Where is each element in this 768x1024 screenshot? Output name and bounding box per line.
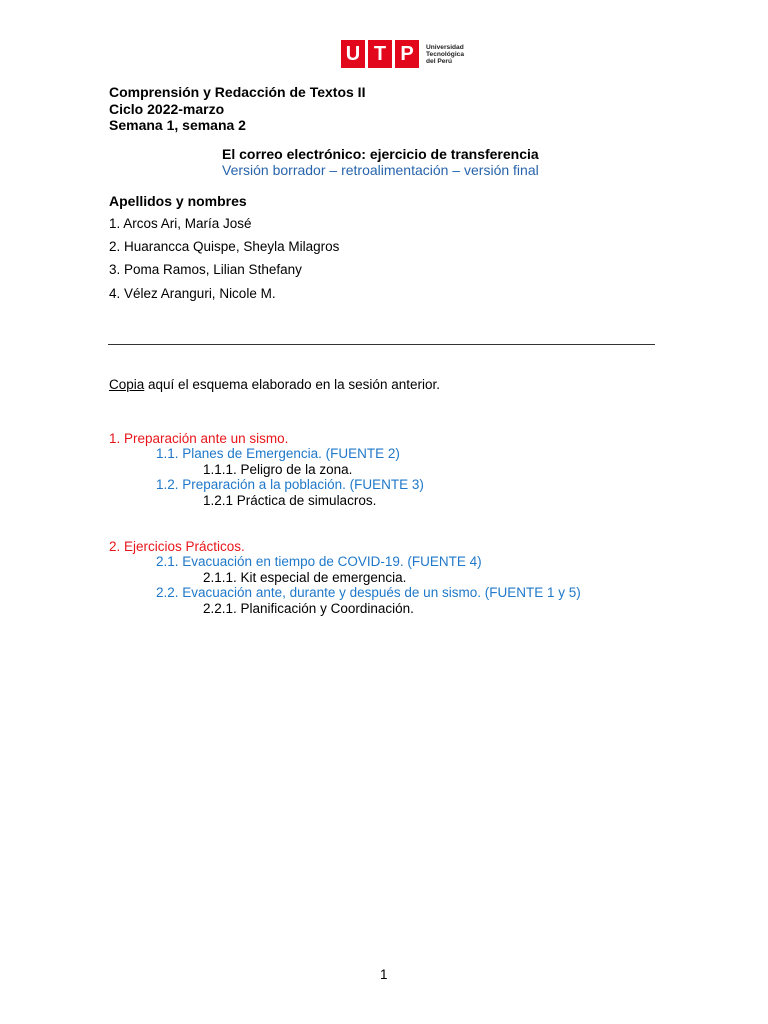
outline-section-2-2: 2.2. Evacuación ante, durante y después de un sismo. (FUENTE 1 y 5): [156, 585, 581, 600]
logo-text-line-3: del Perú: [426, 57, 453, 65]
instruction-link-word[interactable]: Copia: [109, 377, 145, 392]
logo-text: [426, 44, 470, 65]
horizontal-divider: [108, 344, 655, 345]
utp-logo: [341, 40, 470, 68]
outline-section-2-2-1: 2.2.1. Planificación y Coordinación.: [203, 601, 414, 616]
student-2: 2. Huarancca Quispe, Sheyla Milagros: [109, 239, 340, 254]
course-title: Comprensión y Redacción de Textos II: [109, 84, 366, 100]
course-week: Semana 1, semana 2: [109, 117, 246, 133]
logo-letter-u: U: [341, 40, 365, 68]
instruction: [109, 377, 440, 392]
outline-section-2: 2. Ejercicios Prácticos.: [109, 539, 245, 554]
outline-section-1-2: 1.2. Preparación a la población. (FUENTE 3): [156, 477, 424, 492]
logo-letter-t: T: [368, 40, 392, 68]
outline-section-1-2-1: 1.2.1 Práctica de simulacros.: [203, 493, 377, 508]
outline-section-1: 1. Preparación ante un sismo.: [109, 431, 289, 446]
logo-letter-p: P: [395, 40, 419, 68]
outline-section-2-1: 2.1. Evacuación en tiempo de COVID-19. (FUENTE 4): [156, 554, 482, 569]
students-heading: Apellidos y nombres: [109, 193, 247, 209]
page-number: 1: [380, 967, 388, 982]
instruction-text: aquí el esquema elaborado en la sesión anterior.: [144, 377, 440, 392]
outline-section-1-1: 1.1. Planes de Emergencia. (FUENTE 2): [156, 446, 400, 461]
course-cycle: Ciclo 2022-marzo: [109, 101, 225, 117]
student-3: 3. Poma Ramos, Lilian Sthefany: [109, 262, 302, 277]
logo-text-line-2: Tecnológica: [426, 50, 464, 58]
logo-text-line-1: Universidad: [426, 43, 464, 51]
exercise-subtitle: Versión borrador – retroalimentación – versión final: [222, 162, 539, 178]
outline-section-1-1-1: 1.1.1. Peligro de la zona.: [203, 462, 353, 477]
exercise-title: El correo electrónico: ejercicio de transferencia: [222, 146, 539, 162]
student-1: 1. Arcos Ari, María José: [109, 216, 252, 231]
outline-section-2-1-1: 2.1.1. Kit especial de emergencia.: [203, 570, 407, 585]
student-4: 4. Vélez Aranguri, Nicole M.: [109, 286, 276, 301]
